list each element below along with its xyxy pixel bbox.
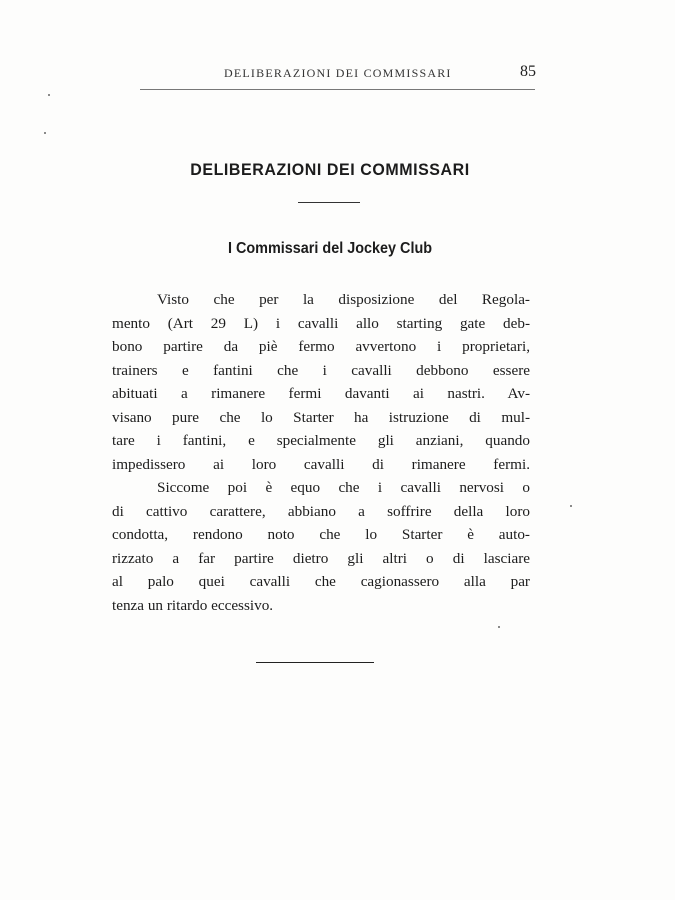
chapter-title: DELIBERAZIONI DEI COMMISSARI [190,160,470,179]
paragraph-1 [112,288,530,476]
running-head [140,63,550,86]
chapter-title-rule [298,202,360,203]
text-line: visano pure che lo Starter ha istruzione di mul- [112,408,530,426]
paper-speck [48,94,50,96]
paragraph-2 [112,476,530,617]
text-line: tenza un ritardo eccessivo. [112,596,274,614]
text-line: trainers e fantini che i cavalli debbono essere [112,361,530,379]
text-line: Siccome poi è equo che i cavalli nervosi o [157,479,530,496]
paper-speck [570,505,572,507]
text-line: bono partire da piè fermo avvertono i proprietari, [112,338,530,355]
paper-speck [44,132,46,134]
text-line: Visto che per la disposizione del Regola- [157,291,530,308]
text-line: impedissero ai loro cavalli di rimanere fermi. [112,455,530,473]
running-head-title: DELIBERAZIONI DEI COMMISSARI [224,66,452,80]
end-of-section-rule [256,662,374,663]
body-text [112,288,530,617]
text-line: rizzato a far partire dietro gli altri o di lasciare [112,549,530,567]
running-head-rule [140,89,535,90]
page-number: 85 [520,63,536,80]
text-line: abituati a rimanere fermi davanti ai nastri. Av- [112,385,530,402]
text-line: mento (Art 29 L) i cavalli allo starting gate deb- [112,314,530,332]
text-line: tare i fantini, e specialmente gli anziani, quando [112,432,530,449]
section-title: I Commissari del Jockey Club [227,240,433,257]
text-line: di cattivo carattere, abbiano a soffrire della loro [112,502,530,520]
text-line: condotta, rendono noto che lo Starter è auto- [112,526,530,543]
text-line: al palo quei cavalli che cagionassero alla par [112,573,530,590]
paper-speck [498,626,500,628]
